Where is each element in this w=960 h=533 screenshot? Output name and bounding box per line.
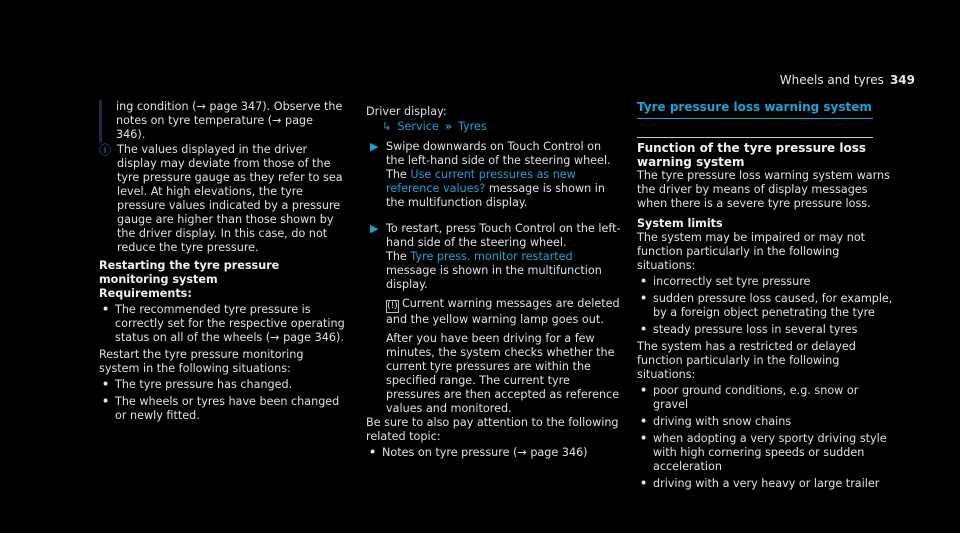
section-title: Tyre pressure loss warning system bbox=[637, 100, 873, 119]
restart-intro: Restart the tyre pressure monitoring system in the following situations: bbox=[99, 348, 304, 375]
list-item: • The wheels or tyres have been changed or newly fitted. bbox=[102, 395, 340, 422]
step-1-message: The Use current pressures as new reference values? message is shown in the multifunction display. bbox=[386, 168, 605, 209]
step-arrow-icon: ▶ bbox=[370, 140, 379, 153]
step-2-text: To restart, press Touch Control on the left-hand side of the steering wheel. bbox=[386, 222, 621, 249]
page-number: 349 bbox=[889, 73, 915, 87]
list-item: • driving with a very heavy or large trailer bbox=[640, 477, 880, 490]
column-left bbox=[99, 100, 345, 426]
list-item: • incorrectly set tyre pressure bbox=[640, 275, 811, 288]
requirements-list bbox=[99, 303, 345, 345]
step-2 bbox=[366, 222, 622, 416]
tyre-pressure-warning-lamp-icon: (!) bbox=[387, 301, 398, 311]
menu-path bbox=[366, 120, 622, 134]
list-item: • steady pressure loss in several tyres bbox=[640, 323, 858, 336]
limits-list bbox=[637, 275, 897, 337]
list-item: • The tyre pressure has changed. bbox=[102, 378, 293, 391]
function-title: Function of the tyre pressure loss warning system bbox=[637, 137, 873, 169]
situations-list bbox=[99, 378, 345, 423]
function-text: The tyre pressure loss warning system warns the driver by means of display messages when there is a severe tyre pressure loss. bbox=[637, 169, 890, 210]
list-item: • sudden pressure loss caused, for example, by a foreign object penetrating the tyre bbox=[640, 292, 893, 319]
info-icon: ⓘ bbox=[99, 143, 112, 157]
step-2-message: The Tyre press. monitor restarted message is shown in the multifunction display. bbox=[386, 250, 602, 291]
info-note bbox=[99, 143, 345, 255]
step-1-text: Swipe downwards on Touch Control on the left-hand side of the steering wheel. bbox=[386, 140, 611, 167]
continued-text: ing condition (→ page 347). Observe the notes on tyre temperature (→ page 346). bbox=[116, 100, 343, 141]
list-item: • The recommended tyre pressure is correctly set for the respective operating status on all of the wheels (→ page 346). bbox=[102, 303, 345, 344]
display-label: Driver display: bbox=[366, 105, 447, 118]
list-item: • poor ground conditions, e.g. snow or gravel bbox=[640, 384, 859, 411]
list-item: • driving with snow chains bbox=[640, 415, 792, 428]
menu-item-tyres: Tyres bbox=[457, 120, 487, 133]
step-1 bbox=[366, 140, 622, 210]
section-heading: Restarting the tyre pressure monitoring system bbox=[99, 259, 280, 286]
delay-intro: The system has a restricted or delayed function particularly in the following situations: bbox=[637, 340, 856, 381]
menu-item-service: Service bbox=[397, 120, 439, 133]
column-middle bbox=[366, 105, 622, 463]
requirements-label: Requirements: bbox=[99, 287, 192, 300]
related-topics bbox=[366, 446, 622, 460]
list-item: • Notes on tyre pressure (→ page 346) bbox=[369, 446, 588, 459]
column-right bbox=[637, 100, 897, 494]
note-block bbox=[99, 100, 345, 142]
attention-text: Be sure to also pay attention to the following related topic: bbox=[366, 416, 619, 443]
chevron-right-icon: » bbox=[444, 120, 452, 133]
warning-lamp-text: (!) Current warning messages are deleted and the yellow warning lamp goes out. bbox=[386, 297, 620, 326]
monitoring-text: After you have been driving for a few minutes, the system checks whether the current tyre pressures are within the specified range. The current tyre pressures are then accepted as reference values and monitored. bbox=[386, 332, 620, 415]
limits-intro: The system may be impaired or may not function particularly in the following situations: bbox=[637, 231, 866, 272]
header-title: Wheels and tyres bbox=[779, 73, 884, 87]
info-note-text: The values displayed in the driver display may deviate from those of the tyre pressure gauge as they refer to sea level. At high elevations, the tyre pressure values indicated by a pressure gauge are higher than those shown by the driver display. In this case, do not reduce the tyre pressure. bbox=[117, 143, 343, 254]
step-arrow-icon: ▶ bbox=[370, 222, 379, 235]
running-header bbox=[780, 73, 915, 87]
delay-list bbox=[637, 384, 897, 491]
list-item: • when adopting a very sporty driving style with high cornering speeds or sudden acceleration bbox=[640, 432, 887, 473]
menu-arrow-icon: ↳ bbox=[382, 120, 392, 133]
limits-title: System limits bbox=[637, 217, 723, 230]
